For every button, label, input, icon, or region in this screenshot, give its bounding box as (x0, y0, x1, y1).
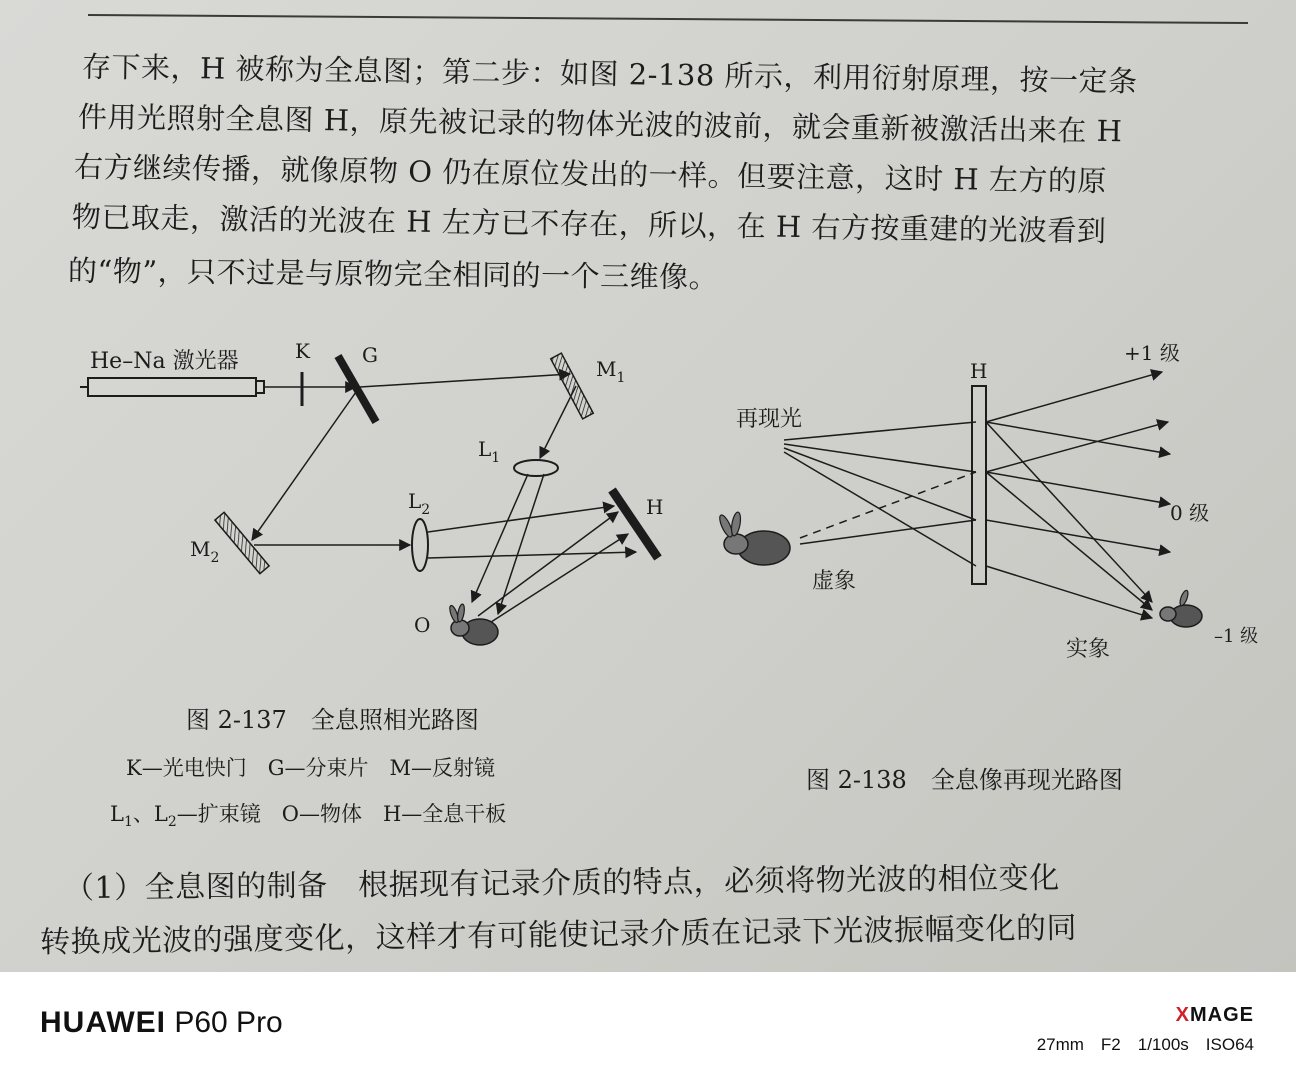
figure-2-138-caption: 图 2-138 全息像再现光路图 (806, 766, 1123, 794)
figure-2-137-legend-2: $L_1$、$L_2—$扩束镜 O—物体 H—全息干板 (110, 802, 507, 831)
rabbit-virtual-image-icon (717, 511, 790, 565)
order-plus1-label: +1 级 (1124, 341, 1180, 365)
paragraph-line: 的“物”，只不过是与原物完全相同的一个三维像。 (67, 253, 719, 295)
beam-splitter-g-label: G (362, 343, 378, 367)
paragraph-line: 件用光照射全息图 H，原先被记录的物体光波的波前，就会重新被激活出来在 H (77, 99, 1123, 149)
holo-plate-h (972, 386, 986, 584)
lens-l2 (412, 519, 428, 571)
lens-l1-label: $L_1$ (478, 437, 501, 466)
mirror-m1-label: $M_1$ (596, 357, 626, 386)
paragraph-line: 物已取走，激活的光波在 H 左方已不存在，所以，在 H 右方按重建的光波看到 (71, 199, 1107, 249)
xmage-logo: XMAGE (1175, 1004, 1254, 1026)
rabbit-real-image-icon (1160, 589, 1202, 627)
camera-brand: HUAWEI P60 Pro (40, 1006, 283, 1039)
paragraph-line: 存下来，H 被称为全息图；第二步：如图 2-138 所示，利用衍射原理，按一定条 (81, 49, 1138, 99)
figure-2-137-diagram (70, 330, 710, 670)
order-zero-label: 0 级 (1170, 501, 1210, 525)
order-minus1-label: –1 级 (1214, 626, 1259, 647)
mirror-m2-label: $M_2$ (190, 537, 220, 566)
mirror-m2 (215, 512, 269, 573)
lens-l2-label: $L_2$ (408, 489, 431, 518)
figure-2-138-diagram (700, 330, 1280, 670)
laser-label: He–Na 激光器 (90, 349, 239, 374)
header-rule (88, 14, 1248, 24)
paragraph-line: 右方继续传播，就像原物 O 仍在原位发出的一样。但要注意，这时 H 左方的原 (73, 149, 1108, 199)
mirror-m1 (551, 353, 594, 419)
object-o-label: O (414, 613, 431, 637)
shutter-k-label: K (295, 339, 310, 363)
real-image-label: 实象 (1066, 637, 1111, 662)
camera-watermark-footer (0, 972, 1296, 1080)
figure-2-137-legend-1: K—光电快门 G—分束片 M—反射镜 (126, 756, 495, 780)
lens-l1 (514, 460, 558, 476)
exif-info: 27mm F2 1/100s ISO64 (1036, 1035, 1254, 1054)
reconstruct-light-label: 再现光 (736, 407, 803, 432)
paragraph-line: （1）全息图的制备 根据现有记录介质的特点，必须将物光波的相位变化 (63, 860, 1060, 907)
figure-2-137-caption: 图 2-137 全息照相光路图 (186, 706, 479, 734)
holo-plate-h-label: H (646, 495, 664, 519)
paragraph-line: 转换成光波的强度变化，这样才有可能使记录介质在记录下光波振幅变化的同 (39, 910, 1078, 961)
virtual-image-label: 虚象 (812, 569, 857, 594)
rabbit-object-icon (448, 604, 498, 645)
laser-tube (80, 378, 264, 396)
holo-plate-h-label: H (970, 359, 988, 383)
